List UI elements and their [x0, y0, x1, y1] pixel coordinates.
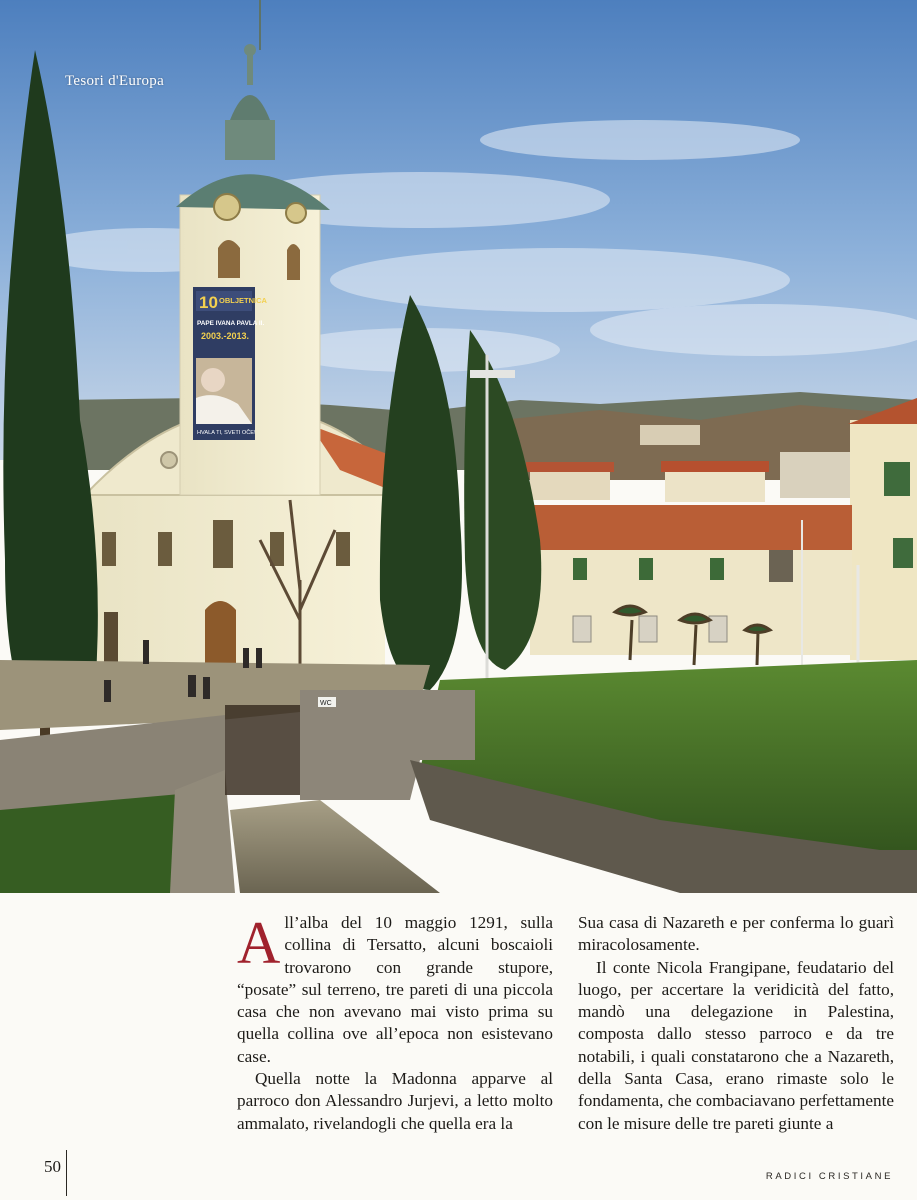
drop-cap: A: [237, 910, 281, 976]
article-paragraph: [237, 912, 553, 1068]
banner-footer: HVALA TI, SVETI OČE!: [197, 430, 256, 436]
banner-word: OBLJETNICA: [219, 296, 267, 305]
paragraph-text: ll’alba del 10 maggio 1291, sulla collina di Tersatto, alcuni boscaioli trovarono con grande stupore, “posate” sul terreno, tre pareti di una piccola casa che non avevano mai visto prima su quella collina ove all’epoca non esistevano case.: [237, 913, 553, 1066]
page-number-rule: [66, 1150, 67, 1196]
article-paragraph: Il conte Nicola Frangipane, feudatario del luogo, per accertare la veridicità del fatto, mandò una delegazione in Palestina, composta dallo stesso parroco e da tre notabili, i quali constatarono che a Nazareth, della Santa Casa, erano rimaste solo le fondamenta, che combaciavano perfettamente con le misure delle tre pareti giunte a: [578, 957, 894, 1133]
article-paragraph: Sua casa di Nazareth e per conferma lo guarì miracolosamente.: [578, 913, 894, 955]
article-column-left: [237, 912, 553, 1135]
banner-years: 2003.-2013.: [201, 331, 250, 341]
magazine-name: RADICI CRISTIANE: [765, 1171, 893, 1182]
article-column-right: [578, 912, 894, 1135]
section-label: Tesori d'Europa: [65, 73, 165, 89]
banner-line: PAPE IVANA PAVLA II.: [197, 320, 265, 327]
banner-number: 10: [199, 293, 218, 312]
article-paragraph: Quella notte la Madonna apparve al parroco don Alessandro Jurjevi, a letto molto ammalato, rivelandogli che quella era la: [237, 1069, 553, 1133]
page-number: 50: [44, 1157, 61, 1176]
wc-sign: WC: [320, 700, 332, 707]
